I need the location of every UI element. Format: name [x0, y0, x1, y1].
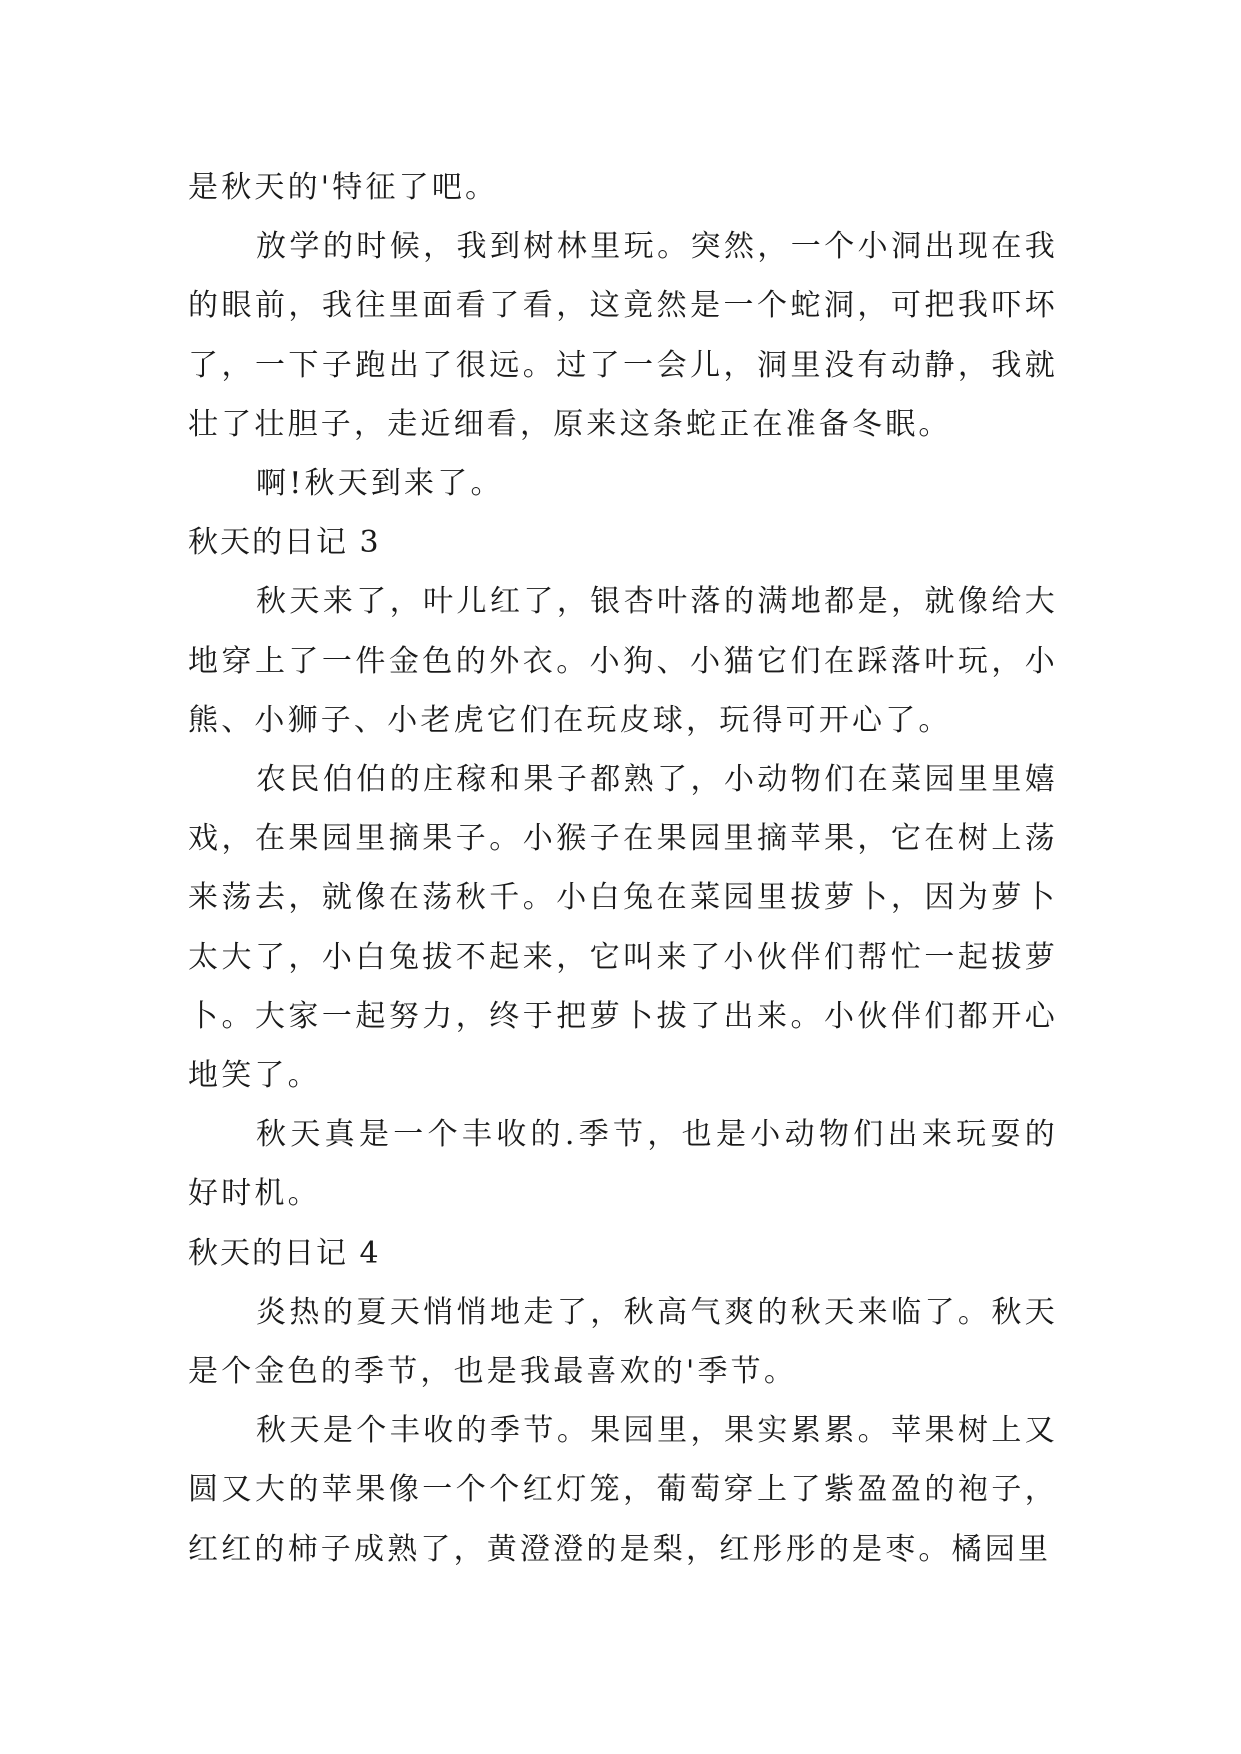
paragraph-orchard: 秋天是个丰收的季节。果园里，果实累累。苹果树上又圆又大的苹果像一个个红灯笼，葡萄穿上了紫盈盈的袍子，红红的柿子成熟了，黄澄澄的是梨，红彤彤的是枣。橘园里: [188, 1413, 1058, 1567]
paragraph-leaves-red: 秋天来了，叶儿红了，银杏叶落的满地都是，就像给大地穿上了一件金色的外衣。小狗、小猫它们在踩落叶玩，小熊、小狮子、小老虎它们在玩皮球，玩得可开心了。: [188, 584, 1058, 738]
paragraph-continuation: 是秋天的'特征了吧。: [188, 170, 499, 205]
paragraph-snake-hole: 放学的时候，我到树林里玩。突然，一个小洞出现在我的眼前，我往里面看了看，这竟然是一个蛇洞，可把我吓坏了，一下子跑出了很远。过了一会儿，洞里没有动静，我就壮了壮胆子，走近细看，原来这条蛇正在准备冬眠。: [188, 229, 1058, 442]
paragraph-summer-gone: 炎热的夏天悄悄地走了，秋高气爽的秋天来临了。秋天是个金色的季节，也是我最喜欢的'季节。: [188, 1294, 1058, 1390]
paragraph-harvest-animals: 农民伯伯的庄稼和果子都熟了，小动物们在菜园里里嬉戏，在果园里摘果子。小猴子在果园里摘苹果，它在树上荡来荡去，就像在荡秋千。小白兔在菜园里拔萝卜，因为萝卜太大了，小白兔拔不起来，它叫来了小伙伴们帮忙一起拔萝卜。大家一起努力，终于把萝卜拔了出来。小伙伴们都开心地笑了。: [188, 762, 1058, 1094]
document-body: [188, 158, 1058, 1579]
section-heading-diary-3: 秋天的日记 3: [188, 525, 381, 561]
paragraph-autumn-arrived: 啊!秋天到来了。: [256, 466, 504, 502]
paragraph-harvest-season: 秋天真是一个丰收的.季节，也是小动物们出来玩耍的好时机。: [188, 1117, 1058, 1212]
section-heading-diary-4: 秋天的日记 4: [188, 1235, 381, 1271]
